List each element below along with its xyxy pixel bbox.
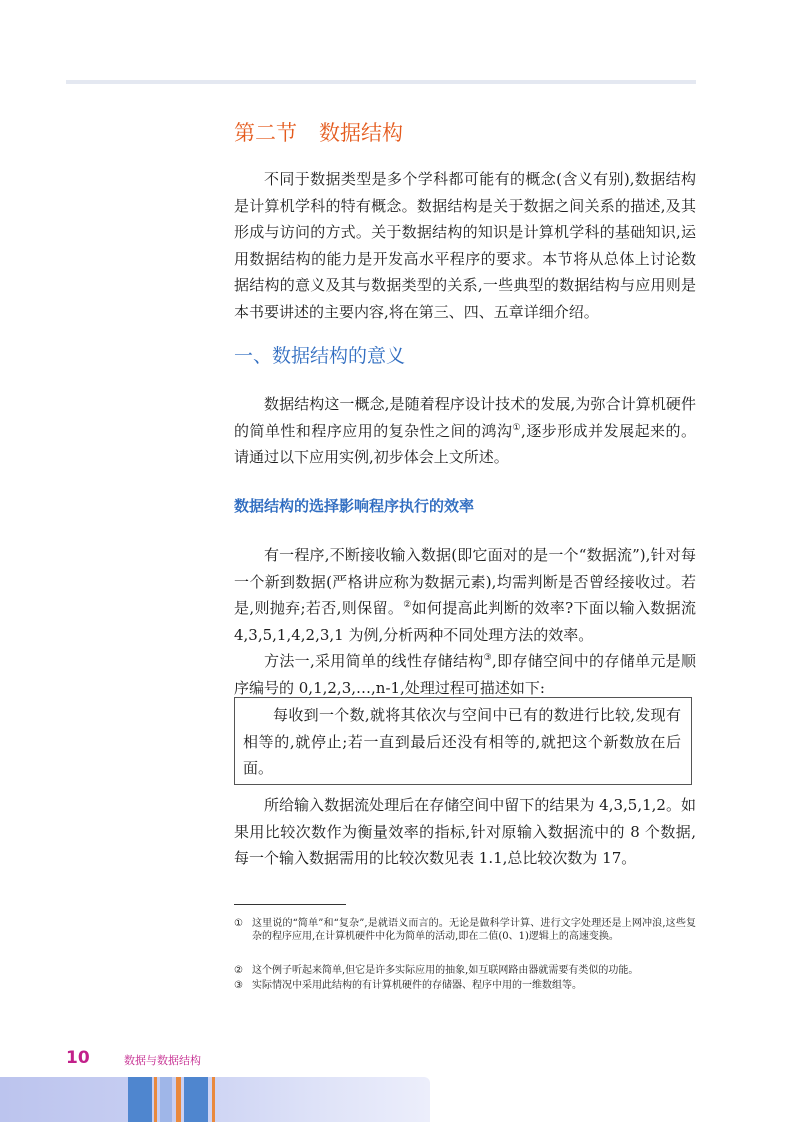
method-one-paragraph: 方法一,采用简单的线性存储结构③,即存储空间中的存储单元是顺序编号的 0,1,2,3,…,n-1,处理过程可描述如下: [234, 652, 696, 697]
footer-stripe [212, 1077, 215, 1122]
algorithm-description: 每收到一个数,就将其依次与空间中已有的数进行比较,发现有相等的,就停止;若一直到最后还没有相等的,就把这个新数放在后面。 [243, 706, 681, 778]
page-number: 10 [66, 1048, 90, 1068]
result-paragraph: 所给输入数据流处理后在存储空间中留下的结果为 4,3,5,1,2。如果用比较次数作为衡量效率的指标,针对原输入数据流中的 8 个数据,每一个输入数据需用的比较次数见表 1.1,总比较次数为 17。 [234, 796, 696, 868]
heading-efficiency: 数据结构的选择影响程序执行的效率 [234, 497, 475, 515]
heading-meaning: 一、数据结构的意义 [234, 345, 406, 367]
section-title-text: 数据结构 [319, 121, 403, 145]
footer-stripe [128, 1077, 152, 1122]
footnote-1: ① 这里说的“简单”和“复杂”,是就语义而言的。无论是做科学计算、进行文字处理还是上网冲浪,这些复杂的程序应用,在计算机硬件中化为简单的活动,即在二值(0、1)逻辑上的高速变换。 [234, 918, 696, 942]
footer-stripe [176, 1077, 181, 1122]
footer-stripe [184, 1077, 208, 1122]
header-rule [66, 80, 696, 84]
footnote-rule [234, 904, 346, 905]
footer-stripe [160, 1077, 172, 1122]
section-number: 第二节 [234, 121, 297, 145]
meaning-paragraph: 数据结构这一概念,是随着程序设计技术的发展,为弥合计算机硬件的简单性和程序应用的复杂性之间的鸿沟①,逐步形成并发展起来的。请通过以下应用实例,初步体会上文所述。 [234, 395, 696, 467]
footnote-ref-2[interactable]: ② [403, 600, 412, 611]
footnote-3: ③ 实际情况中采用此结构的有计算机硬件的存储器、程序中用的一维数组等。 [234, 980, 582, 991]
intro-paragraph: 不同于数据类型是多个学科都可能有的概念(含义有别),数据结构是计算机学科的特有概念。数据结构是关于数据之间关系的描述,及其形成与访问的方式。关于数据结构的知识是计算机学科的基础知识,运用数据结构的能力是开发高水平程序的要求。本节将从总体上讨论数据结构的意义及其与数据类型的关系,一些典型的数据结构与应用则是本书要讲述的主要内容,将在第三、四、五章详细介绍。 [234, 170, 696, 321]
section-title [234, 117, 403, 147]
footer-band [0, 1077, 430, 1122]
algorithm-box [234, 697, 692, 785]
book-title: 数据与数据结构 [124, 1054, 201, 1067]
footer-stripe [154, 1077, 157, 1122]
footnote-ref-3[interactable]: ③ [483, 653, 493, 663]
footnote-2: ② 这个例子听起来简单,但它是许多实际应用的抽象,如互联网路由器就需要有类似的功能。 [234, 965, 639, 976]
footnote-ref-1[interactable]: ① [512, 422, 522, 433]
example-paragraph: 有一程序,不断接收输入数据(即它面对的是一个“数据流”),针对每一个新到数据(严格讲应称为数据元素),均需判断是否曾经接收过。若是,则抛弃;若否,则保留。②如何提高此判断的效率?下面以输入数据流 4,3,5,1,4,2,3,1 为例,分析两种不同处理方法的效率。 [234, 546, 696, 644]
